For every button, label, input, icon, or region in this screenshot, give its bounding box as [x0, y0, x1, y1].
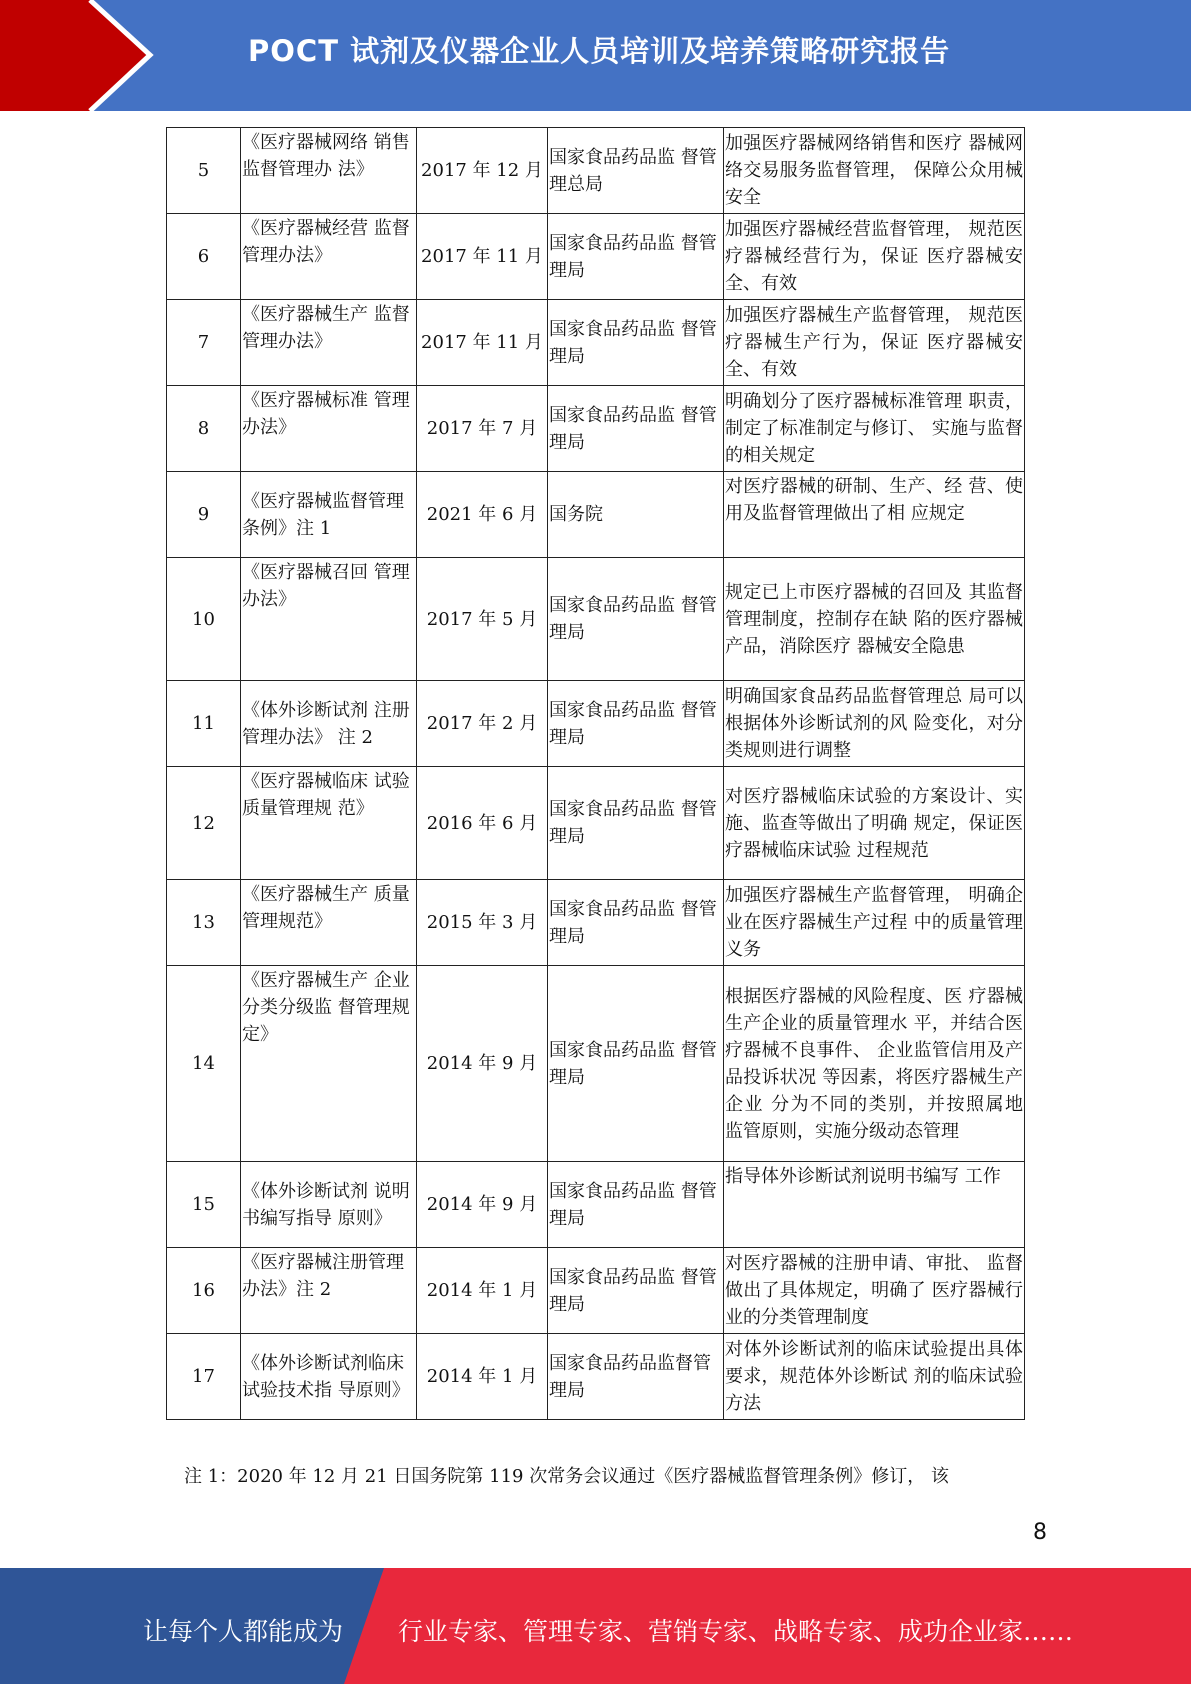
- regulation-name: 《医疗器械经营 监督管理办法》: [241, 214, 417, 300]
- issue-date: 2017 年 11 月: [417, 300, 548, 386]
- issuing-authority: 国家食品药品监 督管理局: [548, 966, 724, 1162]
- table-row: [167, 966, 1025, 1162]
- regulation-name: 《医疗器械生产 监督管理办法》: [241, 300, 417, 386]
- issue-date: 2014 年 9 月: [417, 966, 548, 1162]
- regulation-description: 规定已上市医疗器械的召回及 其监督管理制度，控制存在缺 陷的医疗器械产品，消除医疗 器械安全隐患: [724, 558, 1025, 681]
- issuing-authority: 国家食品药品监 督管理局: [548, 681, 724, 767]
- regulation-description: 对医疗器械临床试验的方案设计、实施、监查等做出了明确 规定，保证医疗器械临床试验 过程规范: [724, 767, 1025, 880]
- row-number: 7: [167, 300, 241, 386]
- regulation-name: 《医疗器械生产 质量管理规范》: [241, 880, 417, 966]
- row-number: 13: [167, 880, 241, 966]
- table-row: [167, 472, 1025, 558]
- row-number: 15: [167, 1162, 241, 1248]
- regulation-name: 《医疗器械临床 试验质量管理规 范》: [241, 767, 417, 880]
- row-number: 8: [167, 386, 241, 472]
- regulation-name: 《体外诊断试剂临床试验技术指 导原则》: [241, 1334, 417, 1420]
- row-number: 14: [167, 966, 241, 1162]
- regulation-description: 明确划分了医疗器械标准管理 职责，制定了标准制定与修订、 实施与监督的相关规定: [724, 386, 1025, 472]
- table-row: [167, 128, 1025, 214]
- footer-banner: [0, 1568, 1191, 1684]
- regulation-name: 《医疗器械网络 销售监督管理办 法》: [241, 128, 417, 214]
- issuing-authority: 国家食品药品监 督管理局: [548, 1162, 724, 1248]
- table-row: [167, 767, 1025, 880]
- footer-slogan-roles: 行业专家、管理专家、营销专家、战略专家、成功企业家……: [398, 1617, 1074, 1646]
- table-row: [167, 681, 1025, 767]
- issuing-authority: 国家食品药品监 督管理局: [548, 880, 724, 966]
- regulation-name: 《体外诊断试剂 注册管理办法》 注 2: [241, 681, 417, 767]
- table-row: [167, 1162, 1025, 1248]
- issue-date: 2016 年 6 月: [417, 767, 548, 880]
- issue-date: 2014 年 1 月: [417, 1248, 548, 1334]
- regulation-name: 《医疗器械标准 管理办法》: [241, 386, 417, 472]
- issuing-authority: 国家食品药品监 督管理总局: [548, 128, 724, 214]
- issue-date: 2015 年 3 月: [417, 880, 548, 966]
- regulation-name: 《医疗器械召回 管理办法》: [241, 558, 417, 681]
- issuing-authority: 国家食品药品监 督管理局: [548, 386, 724, 472]
- regulation-description: 加强医疗器械生产监督管理， 规范医疗器械生产行为，保证 医疗器械安全、有效: [724, 300, 1025, 386]
- issuing-authority: 国家食品药品监 督管理局: [548, 214, 724, 300]
- regulation-name: 《体外诊断试剂 说明书编写指导 原则》: [241, 1162, 417, 1248]
- issuing-authority: 国家食品药品监 督管理局: [548, 558, 724, 681]
- regulation-name: 《医疗器械注册管理办法》注 2: [241, 1248, 417, 1334]
- regulation-description: 加强医疗器械经营监督管理， 规范医疗器械经营行为，保证 医疗器械安全、有效: [724, 214, 1025, 300]
- regulation-description: 对医疗器械的注册申请、审批、 监督做出了具体规定，明确了 医疗器械行业的分类管理制度: [724, 1248, 1025, 1334]
- issue-date: 2014 年 9 月: [417, 1162, 548, 1248]
- issue-date: 2021 年 6 月: [417, 472, 548, 558]
- row-number: 5: [167, 128, 241, 214]
- table-row: [167, 558, 1025, 681]
- regulation-description: 根据医疗器械的风险程度、医 疗器械生产企业的质量管理水 平，并结合医疗器械不良事件、 企业监管信用及产品投诉状况 等因素，将医疗器械生产企业 分为不同的类别，并按照属地 监管原则，实施分级动态管理: [724, 966, 1025, 1162]
- issuing-authority: 国务院: [548, 472, 724, 558]
- issue-date: 2017 年 11 月: [417, 214, 548, 300]
- issuing-authority: 国家食品药品监 督管理局: [548, 1248, 724, 1334]
- document-title: POCT 试剂及仪器企业人员培训及培养策略研究报告: [248, 34, 951, 68]
- table-row: [167, 1248, 1025, 1334]
- regulation-name: 《医疗器械生产 企业分类分级监 督管理规定》: [241, 966, 417, 1162]
- row-number: 16: [167, 1248, 241, 1334]
- header-banner: [0, 0, 1191, 111]
- table-row: [167, 880, 1025, 966]
- regulation-name: 《医疗器械监督管理条例》注 1: [241, 472, 417, 558]
- row-number: 10: [167, 558, 241, 681]
- regulation-description: 对体外诊断试剂的临床试验提出具体要求，规范体外诊断试 剂的临床试验方法: [724, 1334, 1025, 1420]
- issuing-authority: 国家食品药品监督管理局: [548, 1334, 724, 1420]
- issue-date: 2017 年 2 月: [417, 681, 548, 767]
- regulation-description: 指导体外诊断试剂说明书编写 工作: [724, 1162, 1025, 1248]
- table-row: [167, 214, 1025, 300]
- regulation-description: 明确国家食品药品监督管理总 局可以根据体外诊断试剂的风 险变化，对分类规则进行调整: [724, 681, 1025, 767]
- row-number: 9: [167, 472, 241, 558]
- row-number: 6: [167, 214, 241, 300]
- table-row: [167, 1334, 1025, 1420]
- footnote: 注 1：2020 年 12 月 21 日国务院第 119 次常务会议通过《医疗器械监督管理条例》修订， 该: [184, 1466, 949, 1487]
- row-number: 17: [167, 1334, 241, 1420]
- page-number: 8: [1033, 1520, 1047, 1545]
- regulation-table: [166, 127, 1025, 1420]
- table-row: [167, 300, 1025, 386]
- issue-date: 2014 年 1 月: [417, 1334, 548, 1420]
- row-number: 11: [167, 681, 241, 767]
- issue-date: 2017 年 5 月: [417, 558, 548, 681]
- issue-date: 2017 年 7 月: [417, 386, 548, 472]
- regulation-description: 加强医疗器械网络销售和医疗 器械网络交易服务监督管理， 保障公众用械安全: [724, 128, 1025, 214]
- issuing-authority: 国家食品药品监 督管理局: [548, 767, 724, 880]
- footer-slogan-lead: 让每个人都能成为: [143, 1617, 344, 1646]
- issue-date: 2017 年 12 月: [417, 128, 548, 214]
- regulation-description: 加强医疗器械生产监督管理， 明确企业在医疗器械生产过程 中的质量管理义务: [724, 880, 1025, 966]
- regulation-description: 对医疗器械的研制、生产、经 营、使用及监督管理做出了相 应规定: [724, 472, 1025, 558]
- table-row: [167, 386, 1025, 472]
- issuing-authority: 国家食品药品监 督管理局: [548, 300, 724, 386]
- row-number: 12: [167, 767, 241, 880]
